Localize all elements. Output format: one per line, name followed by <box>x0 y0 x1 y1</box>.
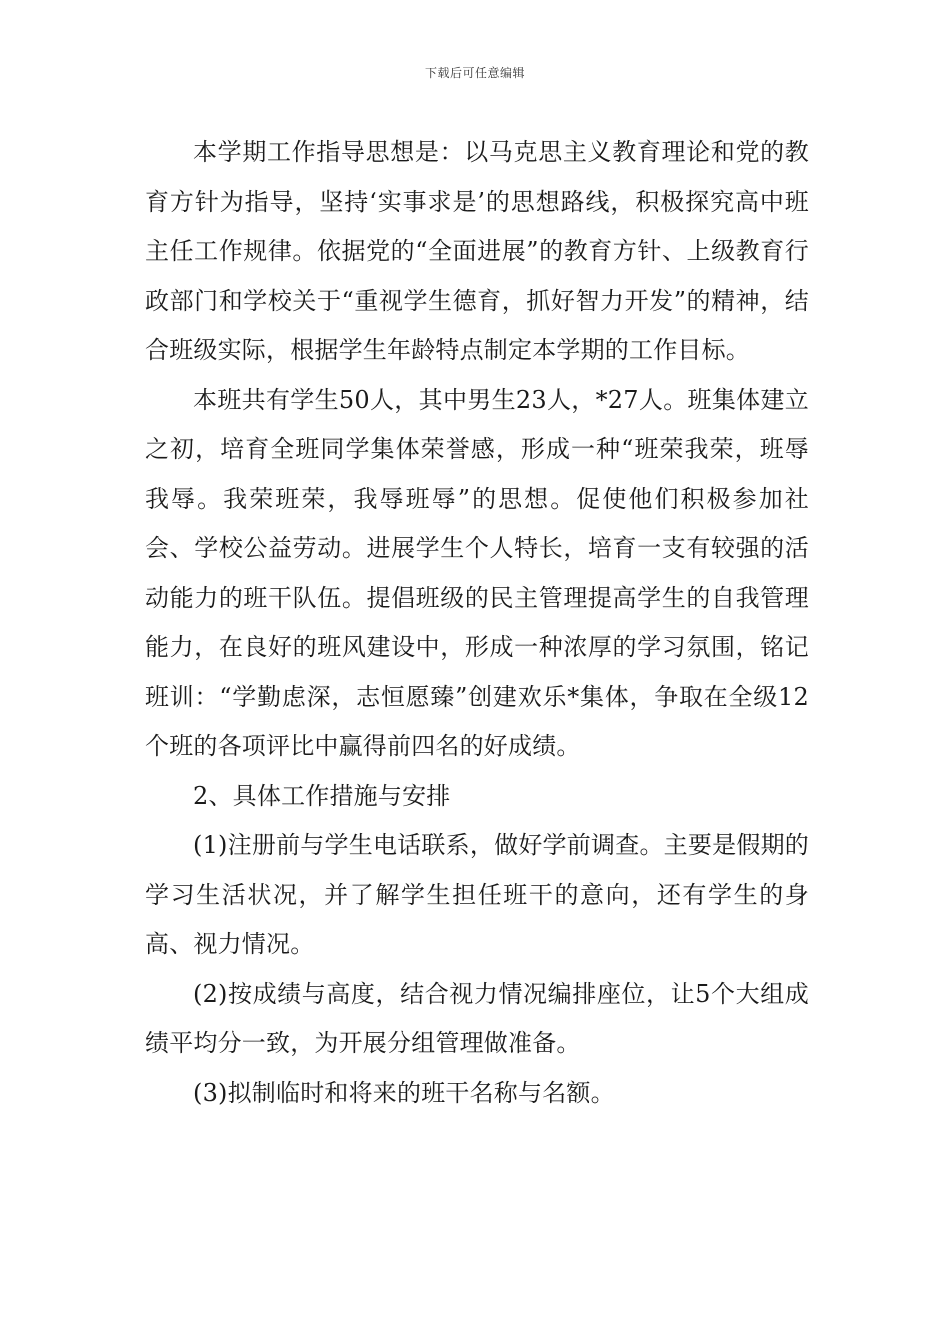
section-heading-measures: 2、具体工作措施与安排 <box>193 781 451 810</box>
page-header: 下载后可任意编辑 <box>424 66 525 80</box>
paragraph-class-overview: 本班共有学生50人，其中男生23人，*27人。班集体建立之初，培育全班同学集体荣誉感，形成一种“班荣我荣，班辱我辱。我荣班荣，我辱班辱”的思想。促使他们积极参加社会、学校公益劳动。进展学生个人特长，培育一支有较强的活动能力的班干队伍。提倡班级的民主管理提高学生的自我管理能力，在良好的班风建设中，形成一种浓厚的学习氛围，铭记班训：“学勤虑深，志恒愿臻”创建欢乐*集体，争取在全级12个班的各项评比中赢得前四名的好成绩。 <box>145 385 809 760</box>
document-body <box>145 128 809 1118</box>
list-item-3: (3)拟制临时和将来的班干名称与名额。 <box>193 1078 615 1107</box>
list-item-2: (2)按成绩与高度，结合视力情况编排座位，让5个大组成绩平均分一致，为开展分组管理做准备。 <box>145 979 809 1057</box>
paragraph-guiding-thought: 本学期工作指导思想是：以马克思主义教育理论和党的教育方针为指导，坚持‘实事求是’的思想路线，积极探究高中班主任工作规律。依据党的“全面进展”的教育方针、上级教育行政部门和学校关于“重视学生德育，抓好智力开发”的精神，结合班级实际，根据学生年龄特点制定本学期的工作目标。 <box>145 138 809 364</box>
list-item-1: (1)注册前与学生电话联系，做好学前调查。主要是假期的学习生活状况，并了解学生担任班干的意向，还有学生的身高、视力情况。 <box>145 831 809 958</box>
